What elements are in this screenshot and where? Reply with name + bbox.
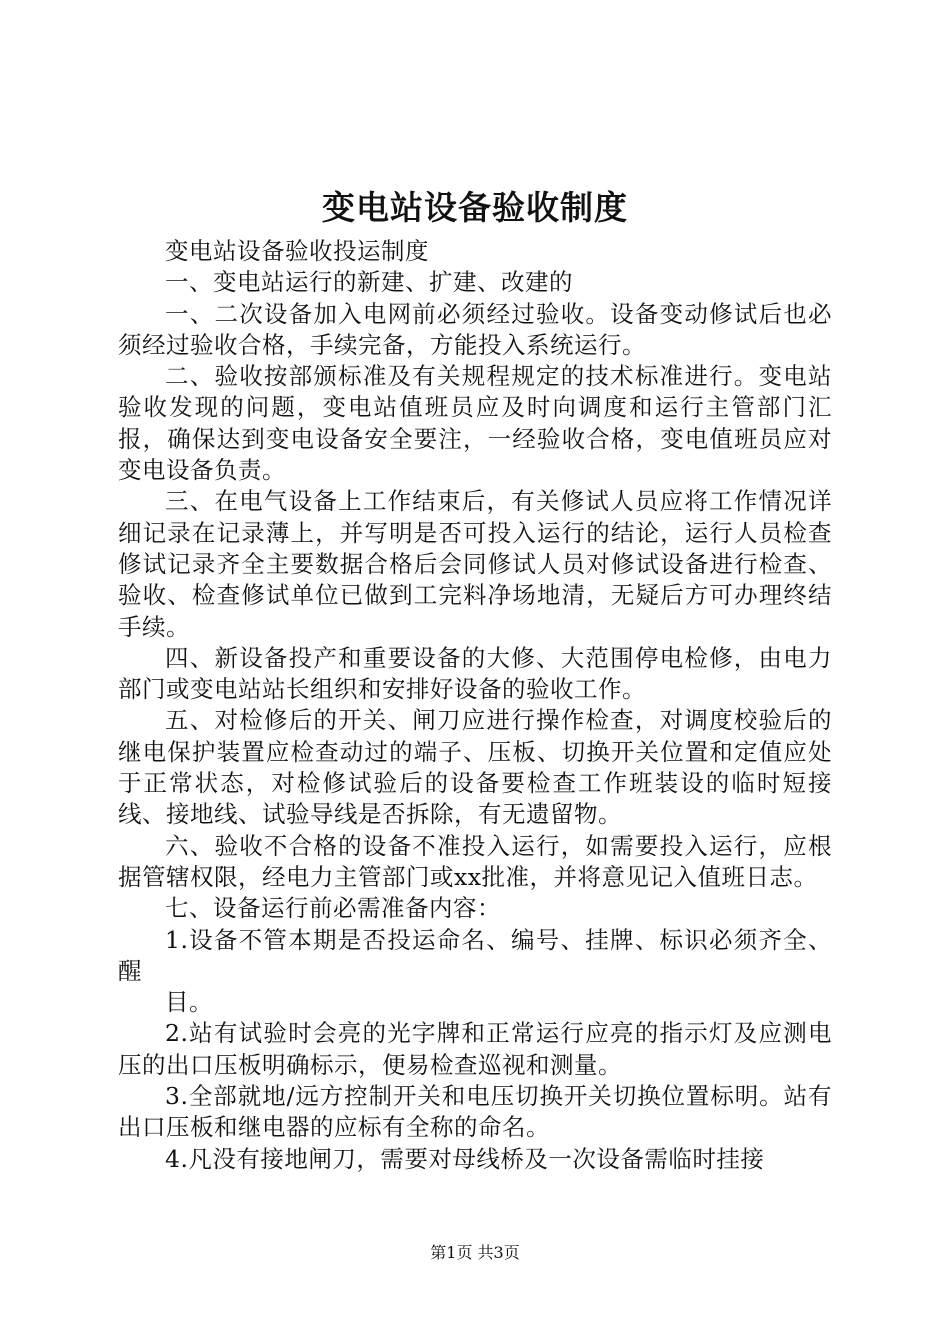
paragraph: 六、验收不合格的设备不准投入运行，如需要投入运行，应根据管辖权限，经电力主管部门或xx批准，并将意见记入值班日志。 [118, 831, 832, 891]
document-body [118, 236, 832, 1175]
paragraph: 3.全部就地/远方控制开关和电压切换开关切换位置标明。站有出口压板和继电器的应标有全称的命名。 [118, 1082, 832, 1142]
paragraph: 变电站设备验收投运制度 [165, 237, 429, 265]
paragraph: 1.设备不管本期是否投运命名、编号、挂牌、标识必须齐全、醒 [118, 925, 832, 985]
paragraph: 三、在电气设备上工作结束后，有关修试人员应将工作情况详细记录在记录薄上，并写明是否可投入运行的结论，运行人员检查修试记录齐全主要数据合格后会同修试人员对修试设备进行检查、验收、检查修试单位已做到工完料净场地清，无疑后方可办理终结手续。 [118, 487, 832, 641]
paragraph: 一、二次设备加入电网前必须经过验收。设备变动修试后也必须经过验收合格，手续完备，方能投入系统运行。 [118, 299, 832, 359]
page-number-footer: 第1页 共3页 [430, 1243, 520, 1262]
paragraph: 4.凡没有接地闸刀，需要对母线桥及一次设备需临时挂接 [165, 1144, 765, 1173]
document-title: 变电站设备验收制度 [322, 188, 628, 227]
paragraph: 一、变电站运行的新建、扩建、改建的 [165, 268, 573, 297]
paragraph: 四、新设备投产和重要设备的大修、大范围停电检修，由电力部门或变电站站长组织和安排好设备的验收工作。 [118, 643, 832, 704]
paragraph: 五、对检修后的开关、闸刀应进行操作检查，对调度校验后的继电保护装置应检查动过的端子、压板、切换开关位置和定值应处于正常状态，对检修试验后的设备要检查工作班装设的临时短接线、接地线、试验导线是否拆除，有无遗留物。 [118, 706, 832, 829]
paragraph: 二、验收按部颁标准及有关规程规定的技术标准进行。变电站验收发现的问题，变电站值班员应及时向调度和运行主管部门汇报，确保达到变电设备安全要注，一经验收合格，变电值班员应对变电设备负责。 [118, 362, 832, 485]
paragraph: 2.站有试验时会亮的光字牌和正常运行应亮的指示灯及应测电压的出口压板明确标示，便易检查巡视和测量。 [118, 1019, 832, 1079]
paragraph: 目。 [165, 988, 213, 1017]
paragraph: 七、设备运行前必需准备内容： [165, 894, 501, 923]
